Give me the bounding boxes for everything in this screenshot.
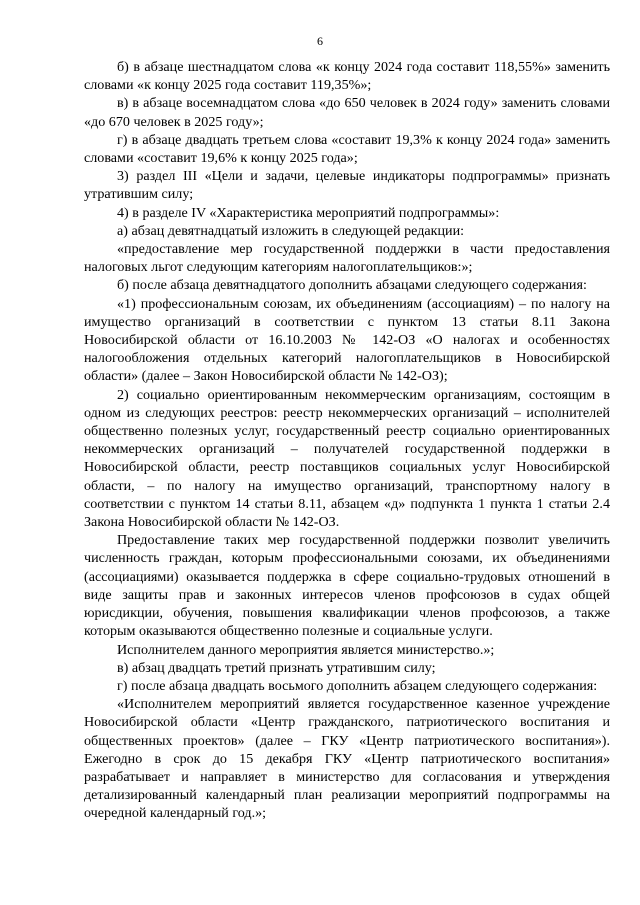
paragraph: Исполнителем данного мероприятия является министерство.»; bbox=[117, 641, 495, 658]
paragraph: в) в абзаце восемнадцатом слова «до 650 человек в 2024 году» заменить словами «до 670 человек в 2025 году»; bbox=[84, 95, 610, 130]
paragraph: б) после абзаца девятнадцатого дополнить абзацами следующего содержания: bbox=[117, 277, 587, 294]
document-body bbox=[84, 58, 610, 823]
paragraph: «Исполнителем мероприятий является государственное казенное учреждение Новосибирской области «Центр гражданского, патриотического воспитания и общественных проектов» (далее – ГКУ «Центр патриотического воспитания»). Ежегодно в срок до 15 декабря ГКУ «Центр патриотического воспитания» разрабатывает и направляет в министерство для согласования и утверждения детализированный календарный план реализации мероприятий подпрограммы на очередной календарный год.»; bbox=[84, 696, 610, 822]
paragraph: «предоставление мер государственной поддержки в части предоставления налоговых льгот следующим категориям налогоплательщиков:»; bbox=[84, 241, 610, 276]
paragraph: г) в абзаце двадцать третьем слова «составит 19,3% к концу 2024 года» заменить словами «составит 19,6% к концу 2025 года»; bbox=[84, 131, 610, 167]
paragraph: 4) в разделе IV «Характеристика мероприятий подпрограммы»: bbox=[117, 204, 500, 221]
paragraph: 3) раздел III «Цели и задачи, целевые индикаторы подпрограммы» признать утратившим силу; bbox=[84, 168, 610, 203]
paragraph: 2) социально ориентированным некоммерческим организациям, состоящим в одном из следующих реестров: реестр некоммерческих организаций – исполнителей общественно полезных услуг, государственный реестр социально ориентированных некоммерческих организаций – получателей государственной поддержки в Новосибирской области, реестр поставщиков социальных услуг Новосибирской области, – по налогу на имущество организаций, транспортному налогу в соответствии с пунктом 14 статьи 8.11, абзацем «д» подпункта 1 пункта 1 статьи 2.4 Закона Новосибирской области № 142-ОЗ. bbox=[84, 386, 610, 531]
paragraph: Предоставление таких мер государственной поддержки позволит увеличить численность граждан, которым профессиональными союзами, их объединениями (ассоциациями) оказывается поддержка в сфере социально-трудовых отношений в виде защиты прав и законных интересов членов профсоюзов в судах общей юрисдикции, обучения, повышения квалификации членов профсоюзов, а также которым оказываются общественно полезные и социальные услуги. bbox=[84, 532, 610, 640]
paragraph: «1) профессиональным союзам, их объединениям (ассоциациям) – по налогу на имущество организаций в соответствии с пунктом 13 статьи 8.11 Закона Новосибирской области от 16.10.2003 № 142-ОЗ «О налогах и особенностях налогообложения отдельных категорий налогоплательщиков в Новосибирской области» (далее – Закон Новосибирской области № 142-ОЗ); bbox=[84, 295, 610, 385]
paragraph: в) абзац двадцать третий признать утратившим силу; bbox=[117, 659, 436, 676]
page-number: 6 bbox=[317, 34, 323, 48]
paragraph: а) абзац девятнадцатый изложить в следующей редакции: bbox=[117, 222, 465, 239]
paragraph: г) после абзаца двадцать восьмого дополнить абзацем следующего содержания: bbox=[117, 677, 598, 694]
paragraph: б) в абзаце шестнадцатом слова «к концу 2024 года составит 118,55%» заменить словами «к концу 2025 года составит 119,35%»; bbox=[84, 59, 610, 94]
